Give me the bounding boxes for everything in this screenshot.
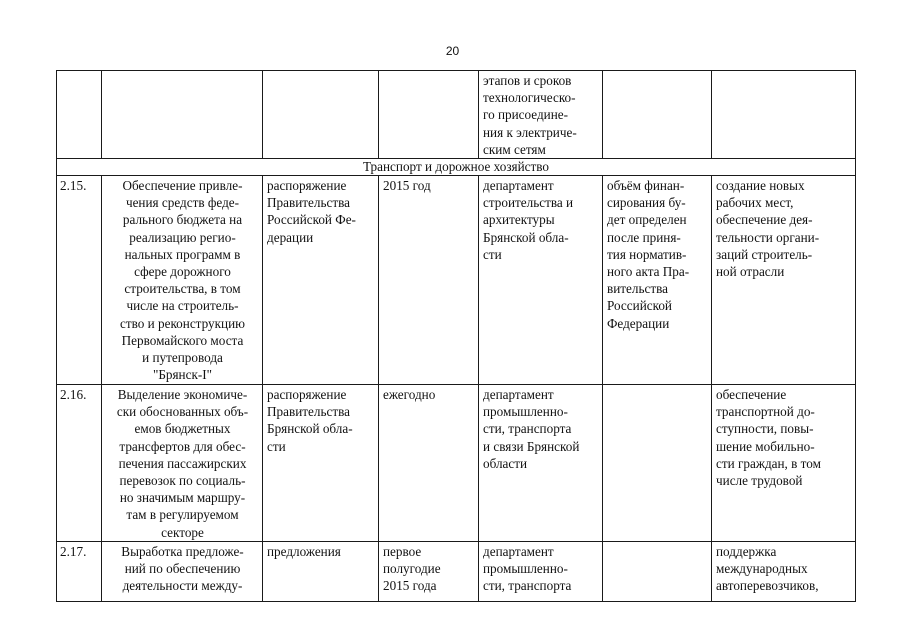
cell-measure xyxy=(102,71,263,159)
row-measure: Выработка предложе- ний по обеспечению деятельности между- xyxy=(102,542,263,602)
row-result: создание новых рабочих мест, обеспечение дея- тельности органи- заций строитель- ной отрасли xyxy=(712,176,856,385)
row-document: предложения xyxy=(263,542,379,602)
row-number: 2.17. xyxy=(57,542,102,602)
row-number: 2.16. xyxy=(57,385,102,542)
measures-table xyxy=(56,70,856,602)
row-measure: Выделение экономиче- ски обоснованных объ- емов бюджетных трансфертов для обес- печения пассажирских перевозок по социаль- но значимым маршру- там в регулируемом секторе xyxy=(102,385,263,542)
row-responsible: департамент промышленно- сти, транспорта и связи Брянской области xyxy=(479,385,603,542)
cell-result xyxy=(712,71,856,159)
row-document: распоряжение Правительства Российской Фе- дерации xyxy=(263,176,379,385)
continuation-row xyxy=(57,71,856,159)
row-measure: Обеспечение привле- чения средств феде- рального бюджета на реализацию регио- нальных программ в сфере дорожного строительства, в том числе на строитель- ство и реконструкцию Первомайского моста и путепровода "Брянск-I" xyxy=(102,176,263,385)
table-row xyxy=(57,385,856,542)
cell-deadline xyxy=(379,71,479,159)
cell-number xyxy=(57,71,102,159)
row-result: обеспечение транспортной до- ступности, повы- шение мобильно- сти граждан, в том числе трудовой xyxy=(712,385,856,542)
row-deadline: первое полугодие 2015 года xyxy=(379,542,479,602)
row-financing: объём финан- сирования бу- дет определен после приня- тия норматив- ного акта Пра- вительства Российской Федерации xyxy=(603,176,712,385)
section-title: Транспорт и дорожное хозяйство xyxy=(57,159,856,176)
row-deadline: 2015 год xyxy=(379,176,479,385)
table-row xyxy=(57,176,856,385)
row-document: распоряжение Правительства Брянской обла- сти xyxy=(263,385,379,542)
row-number: 2.15. xyxy=(57,176,102,385)
row-result: поддержка международных автоперевозчиков, xyxy=(712,542,856,602)
row-financing xyxy=(603,542,712,602)
table-row xyxy=(57,542,856,602)
row-financing xyxy=(603,385,712,542)
row-responsible: департамент промышленно- сти, транспорта xyxy=(479,542,603,602)
section-row xyxy=(57,159,856,176)
row-deadline: ежегодно xyxy=(379,385,479,542)
page-number: 20 xyxy=(445,44,460,58)
cell-financing xyxy=(603,71,712,159)
cell-responsible: этапов и сроков технологическо- го присоедине- ния к электриче- ским сетям xyxy=(479,71,603,159)
row-responsible: департамент строительства и архитектуры Брянской обла- сти xyxy=(479,176,603,385)
cell-document xyxy=(263,71,379,159)
